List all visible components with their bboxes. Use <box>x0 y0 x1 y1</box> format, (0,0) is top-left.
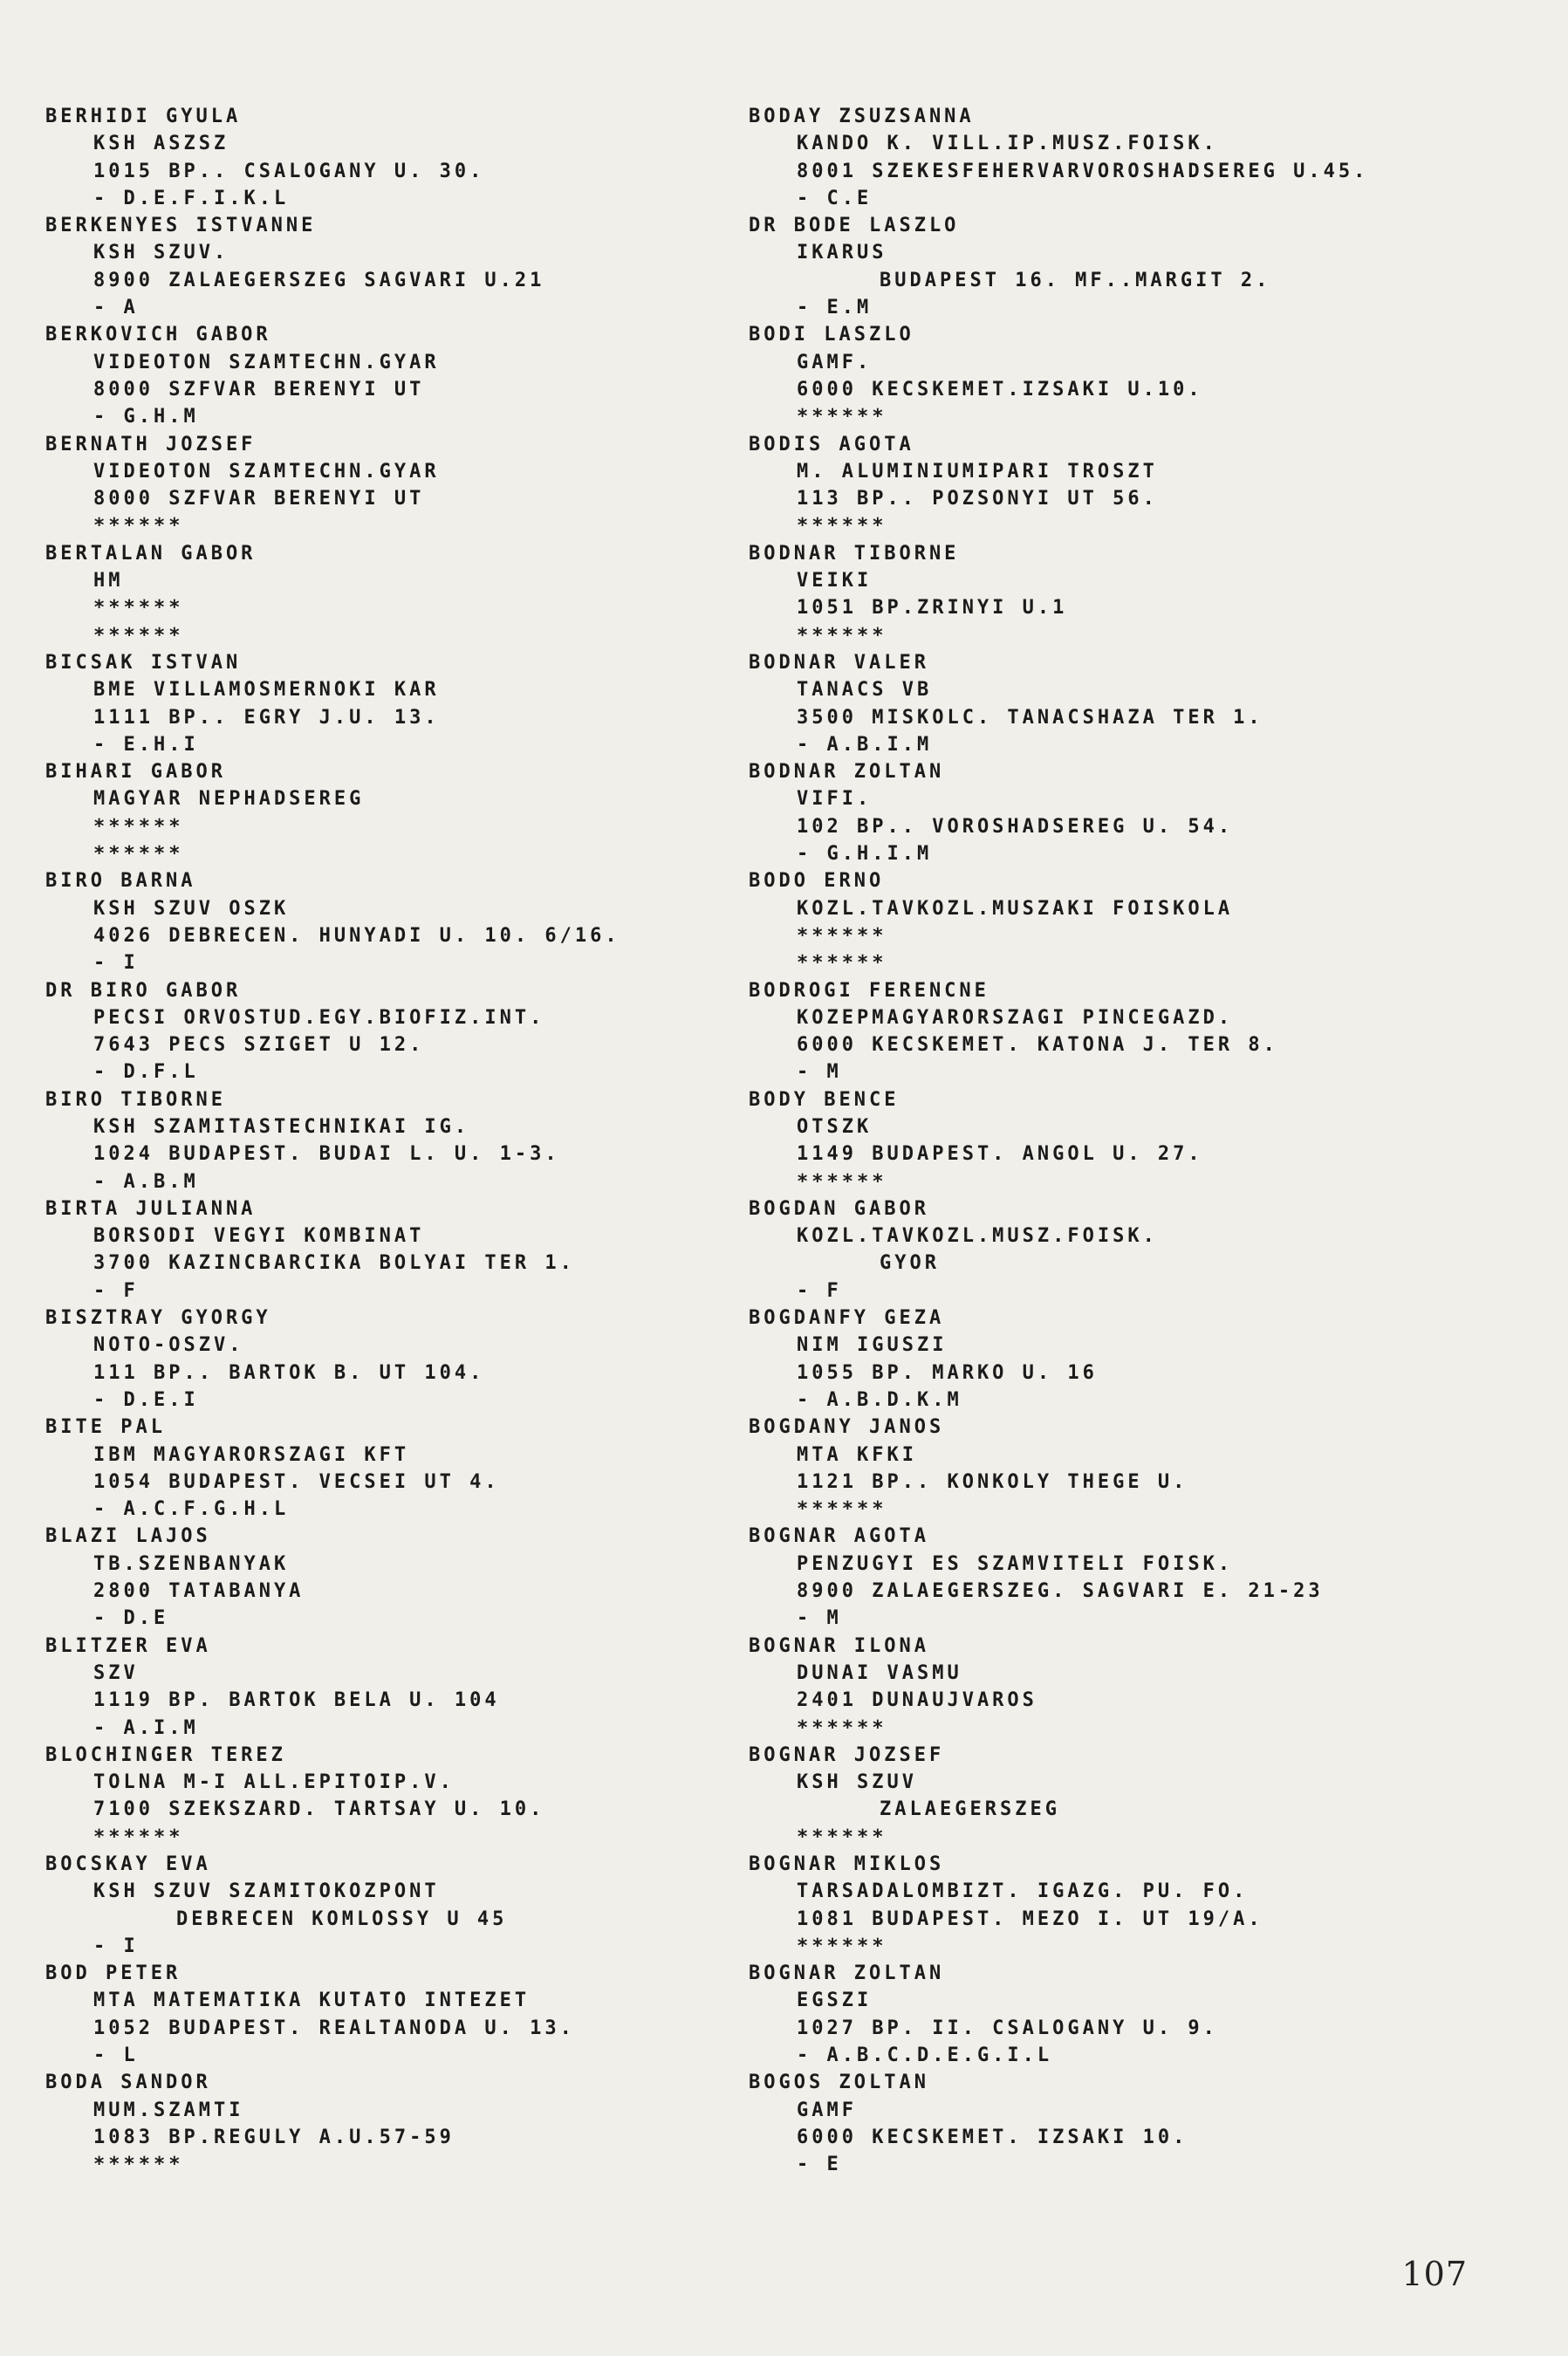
entry-name: BOGDAN GABOR <box>749 1197 929 1220</box>
directory-entry <box>749 540 1464 649</box>
directory-entry <box>45 1960 761 2069</box>
entry-codes: - C.E <box>797 187 873 209</box>
entry-organization: TANACS VB <box>797 679 933 702</box>
entry-address: 1149 BUDAPEST. ANGOL U. 27. <box>797 1143 1203 1166</box>
directory-entry <box>749 1633 1464 1742</box>
entry-organization: TB.SZENBANYAK <box>93 1552 290 1575</box>
entry-codes: ****** <box>93 2154 184 2176</box>
entry-organization: KOZEPMAGYARORSZAGI PINCEGAZD. <box>797 1006 1234 1029</box>
entry-address: 8001 SZEKESFEHERVARVOROSHADSEREG U.45. <box>797 160 1369 182</box>
entry-organization: KANDO K. VILL.IP.MUSZ.FOISK. <box>797 133 1218 155</box>
entry-name: BODNAR TIBORNE <box>749 542 960 565</box>
entry-codes: - A.B.I.M <box>797 733 933 756</box>
entry-address: 2401 DUNAUJVAROS <box>797 1689 1037 1712</box>
entry-name: BERKOVICH GABOR <box>45 324 271 346</box>
entry-name: BOGNAR AGOTA <box>749 1525 929 1548</box>
entry-codes: - D.E.I <box>93 1388 199 1411</box>
directory-entry <box>45 977 761 1086</box>
entry-organization: IKARUS <box>797 242 887 264</box>
entry-address: 1111 BP.. EGRY J.U. 13. <box>93 706 440 729</box>
entry-organization: KOZL.TAVKOZL.MUSZ.FOISK. <box>797 1225 1158 1248</box>
entry-organization: DUNAI VASMU <box>797 1661 962 1684</box>
entry-name: BODIS AGOTA <box>749 433 914 455</box>
directory-entry <box>749 758 1464 867</box>
entry-address: 1052 BUDAPEST. REALTANODA U. 13. <box>93 2017 575 2039</box>
entry-name: BIRTA JULIANNA <box>45 1197 257 1220</box>
entry-organization: VIDEOTON SZAMTECHN.GYAR <box>93 351 440 373</box>
entry-address: ****** <box>93 815 184 838</box>
directory-entry <box>45 2069 761 2178</box>
right-column <box>749 103 1464 2179</box>
entry-name: BOGOS ZOLTAN <box>749 2072 929 2094</box>
entry-organization: BORSODI VEGYI KOMBINAT <box>93 1225 425 1248</box>
entry-name: BIRO TIBORNE <box>45 1088 226 1111</box>
entry-address: 113 BP.. POZSONYI UT 56. <box>797 488 1158 510</box>
entry-codes: ****** <box>93 1825 184 1848</box>
entry-codes: - A.B.M <box>93 1170 199 1193</box>
directory-entry <box>45 1742 761 1851</box>
entry-organization: GAMF <box>797 2099 857 2121</box>
entry-name: BOD PETER <box>45 1962 181 1985</box>
directory-entry <box>45 1633 761 1742</box>
entry-codes: - M <box>797 1061 842 1084</box>
entry-address: 3500 MISKOLC. TANACSHAZA TER 1. <box>797 706 1263 729</box>
entry-codes: ****** <box>797 515 887 538</box>
entry-name: BODNAR ZOLTAN <box>749 761 945 784</box>
entry-name: BOGNAR MIKLOS <box>749 1853 945 1875</box>
entry-name: BOCSKAY EVA <box>45 1853 211 1875</box>
entry-name: BODO ERNO <box>749 870 885 893</box>
entry-organization: EGSZI <box>797 1990 873 2012</box>
entry-name: BOGNAR JOZSEF <box>749 1743 945 1766</box>
entry-organization: PECSI ORVOSTUD.EGY.BIOFIZ.INT. <box>93 1006 545 1029</box>
entry-organization: TOLNA M-I ALL.EPITOIP.V. <box>93 1771 455 1794</box>
entry-codes: ****** <box>797 406 887 428</box>
directory-entry <box>45 1086 761 1195</box>
directory-entry <box>45 1851 761 1960</box>
page-number: 107 <box>1401 2255 1468 2293</box>
directory-entry <box>45 212 761 321</box>
directory-entry <box>45 103 761 212</box>
entry-organization: VEIKI <box>797 570 873 592</box>
directory-entry <box>749 1195 1464 1305</box>
entry-codes: - E.M <box>797 297 873 319</box>
directory-entry <box>749 1305 1464 1414</box>
entry-address: 1055 BP. MARKO U. 16 <box>797 1361 1098 1384</box>
entry-organization: VIFI. <box>797 788 873 811</box>
entry-organization: MAGYAR NEPHADSEREG <box>93 788 365 811</box>
entry-name: BERNATH JOZSEF <box>45 433 257 455</box>
directory-entry <box>749 1086 1464 1195</box>
entry-codes: - A.C.F.G.H.L <box>93 1498 290 1521</box>
directory-entry <box>749 2069 1464 2178</box>
entry-name: BIHARI GABOR <box>45 761 226 784</box>
entry-organization: KOZL.TAVKOZL.MUSZAKI FOISKOLA <box>797 897 1234 920</box>
entry-organization: MTA MATEMATIKA KUTATO INTEZET <box>93 1990 531 2012</box>
entry-codes: - G.H.M <box>93 406 199 428</box>
entry-organization: PENZUGYI ES SZAMVITELI FOISK. <box>797 1552 1234 1575</box>
directory-entry <box>45 431 761 540</box>
entry-codes: ****** <box>93 515 184 538</box>
entry-name: BERHIDI GYULA <box>45 106 242 127</box>
entry-codes: - A.B.C.D.E.G.I.L <box>797 2044 1053 2067</box>
entry-codes: - I <box>93 952 139 975</box>
entry-codes: - G.H.I.M <box>797 843 933 866</box>
entry-name: DR BODE LASZLO <box>749 215 960 237</box>
entry-codes: ****** <box>797 1716 887 1739</box>
directory-entry <box>749 1851 1464 1960</box>
entry-address: 3700 KAZINCBARCIKA BOLYAI TER 1. <box>93 1252 575 1275</box>
entry-name: BOGNAR ZOLTAN <box>749 1962 945 1985</box>
entry-name: BLAZI LAJOS <box>45 1525 211 1548</box>
directory-entry <box>749 321 1464 430</box>
directory-entry <box>749 431 1464 540</box>
entry-organization: MTA KFKI <box>797 1443 917 1466</box>
entry-codes: ****** <box>93 624 184 647</box>
directory-entry <box>45 867 761 976</box>
entry-codes: - A.B.D.K.M <box>797 1388 962 1411</box>
entry-address: 1027 BP. II. CSALOGANY U. 9. <box>797 2017 1218 2039</box>
entry-name: BODA SANDOR <box>45 2072 211 2094</box>
entry-name: BLITZER EVA <box>45 1634 211 1657</box>
entry-address: DEBRECEN KOMLOSSY U 45 <box>176 1907 508 1930</box>
entry-organization: KSH SZUV. <box>93 242 229 264</box>
entry-address: 6000 KECSKEMET.IZSAKI U.10. <box>797 378 1203 401</box>
entry-address: 1083 BP.REGULY A.U.57-59 <box>93 2126 455 2148</box>
entry-codes: ****** <box>797 624 887 647</box>
entry-address: 7100 SZEKSZARD. TARTSAY U. 10. <box>93 1798 545 1821</box>
entry-organization: MUM.SZAMTI <box>93 2099 244 2121</box>
entry-organization: BME VILLAMOSMERNOKI KAR <box>93 679 440 702</box>
entry-name: BLOCHINGER TEREZ <box>45 1743 286 1766</box>
entry-address: 1054 BUDAPEST. VECSEI UT 4. <box>93 1470 500 1493</box>
entry-address: 4026 DEBRECEN. HUNYADI U. 10. 6/16. <box>93 924 620 947</box>
entry-name: BODNAR VALER <box>749 651 929 674</box>
entry-codes: - F <box>797 1279 842 1302</box>
directory-entry <box>749 1960 1464 2069</box>
entry-address: 1119 BP. BARTOK BELA U. 104 <box>93 1689 500 1712</box>
entry-address: ****** <box>797 924 887 947</box>
entry-name: BERKENYES ISTVANNE <box>45 215 317 237</box>
entry-name: BOGDANFY GEZA <box>749 1307 945 1330</box>
entry-organization: KSH SZAMITASTECHNIKAI IG. <box>93 1115 470 1138</box>
entry-organization: KSH SZUV SZAMITOKOZPONT <box>93 1880 440 1903</box>
directory-entry <box>749 1414 1464 1523</box>
entry-name: BODROGI FERENCNE <box>749 979 989 1002</box>
entry-codes: - E.H.I <box>93 733 199 756</box>
entry-address: ****** <box>93 597 184 620</box>
entry-name: BISZTRAY GYORGY <box>45 1307 271 1330</box>
entry-organization: NOTO-OSZV. <box>93 1334 244 1357</box>
entry-address: 6000 KECSKEMET. IZSAKI 10. <box>797 2126 1188 2148</box>
directory-entry <box>749 1523 1464 1632</box>
entry-codes: - A <box>93 297 139 319</box>
entry-name: BITE PAL <box>45 1416 166 1439</box>
entry-codes: - I <box>93 1935 139 1957</box>
entry-organization: KSH SZUV <box>797 1771 917 1794</box>
directory-entry <box>45 758 761 867</box>
directory-entry <box>45 1195 761 1305</box>
entry-codes: ****** <box>797 1825 887 1848</box>
entry-address: 6000 KECSKEMET. KATONA J. TER 8. <box>797 1034 1278 1057</box>
entry-address: 1051 BP.ZRINYI U.1 <box>797 597 1068 620</box>
entry-organization: M. ALUMINIUMIPARI TROSZT <box>797 460 1158 483</box>
entry-address: 8900 ZALAEGERSZEG. SAGVARI E. 21-23 <box>797 1580 1324 1603</box>
entry-codes: ****** <box>797 1498 887 1521</box>
directory-entry <box>749 103 1464 212</box>
entry-codes: ****** <box>93 843 184 866</box>
entry-organization: SZV <box>93 1661 139 1684</box>
entry-codes: - D.E <box>93 1607 169 1630</box>
entry-address: 8900 ZALAEGERSZEG SAGVARI U.21 <box>93 269 545 291</box>
entry-address: 102 BP.. VOROSHADSEREG U. 54. <box>797 815 1234 838</box>
entry-codes: - D.E.F.I.K.L <box>93 187 290 209</box>
entry-organization: TARSADALOMBIZT. IGAZG. PU. FO. <box>797 1880 1249 1903</box>
entry-name: BERTALAN GABOR <box>45 542 257 565</box>
entry-name: BOGDANY JANOS <box>749 1416 945 1439</box>
entry-address: 1024 BUDAPEST. BUDAI L. U. 1-3. <box>93 1143 560 1166</box>
entry-address: 1015 BP.. CSALOGANY U. 30. <box>93 160 485 182</box>
entry-organization: KSH SZUV OSZK <box>93 897 290 920</box>
entry-address: 7643 PECS SZIGET U 12. <box>93 1034 425 1057</box>
left-column <box>45 103 761 2179</box>
directory-entry <box>45 1414 761 1523</box>
directory-entry <box>749 1742 1464 1851</box>
entry-organization: HM <box>93 570 124 592</box>
entry-address: 1121 BP.. KONKOLY THEGE U. <box>797 1470 1188 1493</box>
entry-name: BODAY ZSUZSANNA <box>749 106 975 127</box>
entry-address: 111 BP.. BARTOK B. UT 104. <box>93 1361 485 1384</box>
entry-organization: NIM IGUSZI <box>797 1334 948 1357</box>
entry-codes: ****** <box>797 952 887 975</box>
entry-organization: GAMF. <box>797 351 873 373</box>
entry-name: BIRO BARNA <box>45 870 196 893</box>
entry-address: 8000 SZFVAR BERENYI UT <box>93 488 425 510</box>
entry-name: DR BIRO GABOR <box>45 979 242 1002</box>
entry-address: 1081 BUDAPEST. MEZO I. UT 19/A. <box>797 1907 1263 1930</box>
entry-address: GYOR <box>880 1252 940 1275</box>
directory-entry <box>749 977 1464 1086</box>
directory-entry <box>749 867 1464 976</box>
directory-entry <box>45 540 761 649</box>
entry-address: ZALAEGERSZEG <box>880 1798 1060 1821</box>
entry-codes: - D.F.L <box>93 1061 199 1084</box>
directory-entry <box>749 649 1464 758</box>
directory-entry <box>45 649 761 758</box>
entry-codes: - E <box>797 2154 842 2176</box>
entry-codes: ****** <box>797 1935 887 1957</box>
entry-codes: - A.I.M <box>93 1716 199 1739</box>
entry-codes: ****** <box>797 1170 887 1193</box>
directory-entry <box>45 321 761 430</box>
entry-codes: - L <box>93 2044 139 2067</box>
entry-organization: VIDEOTON SZAMTECHN.GYAR <box>93 460 440 483</box>
directory-entry <box>45 1523 761 1632</box>
entry-address: 8000 SZFVAR BERENYI UT <box>93 378 425 401</box>
directory-entry <box>45 1305 761 1414</box>
entry-codes: - M <box>797 1607 842 1630</box>
entry-address: 2800 TATABANYA <box>93 1580 305 1603</box>
entry-name: BODY BENCE <box>749 1088 900 1111</box>
entry-organization: KSH ASZSZ <box>93 133 229 155</box>
entry-name: BOGNAR ILONA <box>749 1634 929 1657</box>
entry-address: BUDAPEST 16. MF..MARGIT 2. <box>880 269 1271 291</box>
directory-entry <box>749 212 1464 321</box>
entry-name: BICSAK ISTVAN <box>45 651 242 674</box>
entry-name: BODI LASZLO <box>749 324 914 346</box>
entry-organization: IBM MAGYARORSZAGI KFT <box>93 1443 410 1466</box>
entry-organization: OTSZK <box>797 1115 873 1138</box>
entry-codes: - F <box>93 1279 139 1302</box>
